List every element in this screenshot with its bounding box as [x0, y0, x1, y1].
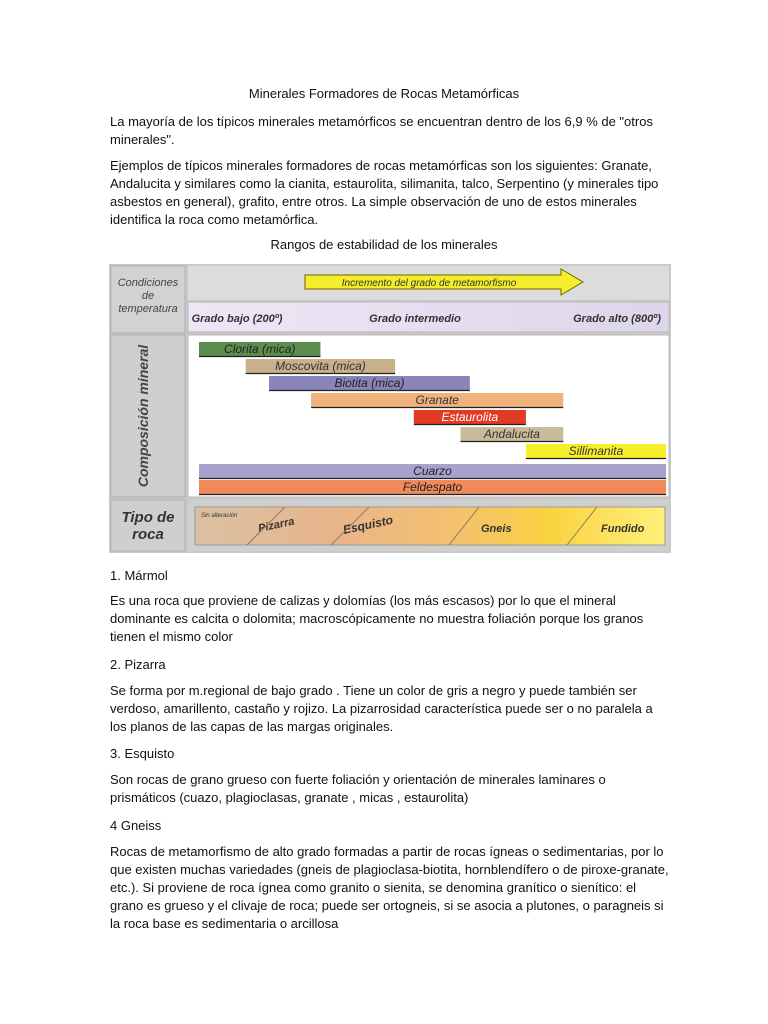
composition-label: Composición mineral: [135, 344, 151, 488]
mineral-label: Estaurolita: [441, 410, 499, 424]
intro-paragraph-1: La mayoría de los típicos minerales metamórficos se encuentran dentro de los 6,9 % de "otros minerales".: [110, 114, 653, 147]
stability-chart: [109, 264, 671, 553]
rock-type-label-line: roca: [132, 526, 164, 543]
mineral-label: Biotita (mica): [334, 376, 405, 390]
rock-type: Fundido: [601, 523, 645, 535]
section-body-3: Son rocas de grano grueso con fuerte foliación y orientación de minerales laminares o prismáticos (cuazo, plagioclasas, granate , micas , estaurolita): [110, 772, 606, 805]
section-heading-1: 1. Mármol: [110, 568, 168, 583]
section-body-1: Es una roca que proviene de calizas y dolomías (los más escasos) por lo que el mineral dominante es calcita o dolomita; macroscópicamente no muestra foliación porque los granos tienen el mismo color: [110, 593, 644, 644]
section-heading-4: 4 Gneiss: [110, 818, 162, 833]
grade-label: Grado alto (800º): [573, 313, 661, 325]
temperature-label-line: de: [141, 290, 155, 302]
temperature-label-line: Condiciones: [117, 277, 179, 289]
rock-type: Pizarra: [257, 515, 296, 535]
mineral-label: Andalucita: [483, 427, 540, 441]
mineral-label: Feldespato: [402, 480, 463, 494]
arrow-label: Incremento del grado de metamorfismo: [341, 278, 517, 289]
rock-type-label-line: Tipo de: [121, 509, 175, 526]
figure-caption: Rangos de estabilidad de los minerales: [270, 237, 498, 252]
grade-label: Grado bajo (200º): [191, 313, 283, 325]
rock-type: Gneis: [481, 523, 512, 535]
section-body-2: Se forma por m.regional de bajo grado . Tiene un color de gris a negro y puede también ser verdoso, amarillento, castaño y rojizo. La pizarrosidad característica puede ser o no paralela a los planos de las capas de las margas originales.: [110, 683, 653, 734]
mineral-label: Cuarzo: [413, 464, 452, 478]
mineral-label: Moscovita (mica): [275, 359, 366, 373]
rock-type: Sin alteración: [201, 513, 238, 519]
document-title: Minerales Formadores de Rocas Metamórficas: [248, 86, 520, 101]
temperature-label-line: temperatura: [118, 303, 178, 315]
intro-paragraph-2: Ejemplos de típicos minerales formadores de rocas metamórficas son los siguientes: Granate, Andalucita y similares como la cianita, estaurolita, silimanita, talco, Serpentino (y minerales tipo asbestos en general), grafito, entre otros. La simple observación de uno de estos minerales identifica la roca como metamórfica.: [110, 158, 659, 227]
mineral-label: Sillimanita: [568, 444, 624, 458]
mineral-label: Clorita (mica): [224, 342, 296, 356]
mineral-label: Granate: [415, 393, 459, 407]
section-heading-3: 3. Esquisto: [110, 746, 175, 761]
rock-type: Esquisto: [341, 512, 395, 537]
section-heading-2: 2. Pizarra: [110, 657, 166, 672]
section-body-4: Rocas de metamorfismo de alto grado formadas a partir de rocas ígneas o sedimentarias, por lo que existen muchas variedades (gneis de plagioclasa-biotita, hornblendífero o de piroxe-granate, etc.). Si proviene de roca ígnea como granito o sienita, se denomina granítico o sienítico: el grano es grueso y el clivaje de roca; puede ser ortogneis, si se asocia a plutones, o paragneis si la roca base es sedimentaria o arcillosa: [110, 844, 669, 931]
grade-label: Grado intermedio: [369, 313, 461, 325]
